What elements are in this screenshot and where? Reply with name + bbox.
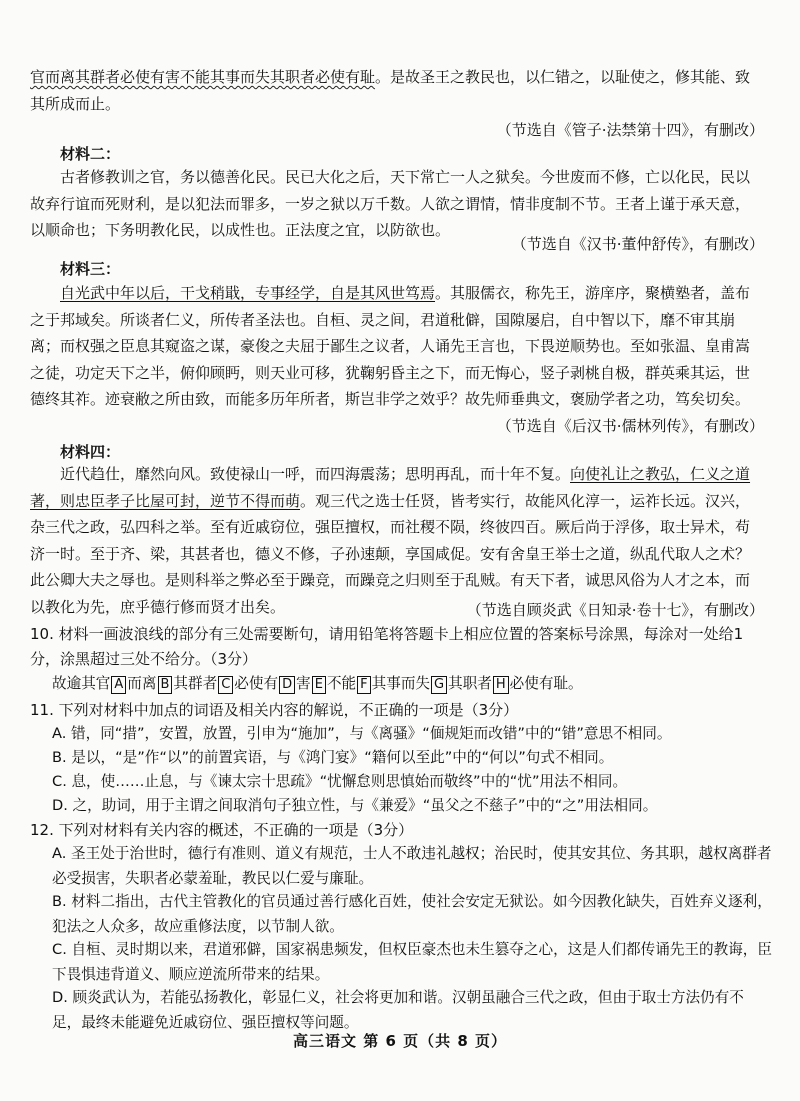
- q10-text: 必使有耻。: [509, 675, 583, 692]
- material4-rest: 。观三代之选士任贤，皆考实行，故能风化淳一，运祚长远。汉兴，杂三代之政，弘四科之举。至有近戚窃位，强臣擅权，而社稷不陨，终彼四百。厥后尚于浮侈，取士异术，苟济一时。至于齐、梁，其甚者也，德义不修，子孙速颠，享国咸促。安有舍皇王举士之道，纵乱代取人之术？此公卿大夫之辱也。是则科举之弊必至于躁竞，而躁竞之归则至于乱贼。有天下者，诚思风俗为人才之本，而以教化为先，庶乎德行修而贤才出矣。: [30, 491, 751, 616]
- q10-text: 其群者: [173, 675, 218, 692]
- material4-heading: 材料四：: [60, 443, 121, 461]
- question-11-option-c[interactable]: C. 息，使……止息，与《谏太宗十思疏》“忧懈怠则思慎始而敬终”中的“忧”用法不相同。: [52, 773, 628, 790]
- q10-mark-B[interactable]: B: [158, 676, 173, 694]
- material2-source: （节选自《汉书·董仲舒传》，有删改）: [511, 235, 764, 253]
- question-12-option-b[interactable]: B. 材料二指出，古代主管教化的官员通过善行感化百姓，使社会安定无狱讼。如今因教化缺失，百姓弃义逐利，犯法之人众多，故应重修法度，以节制人欲。: [52, 893, 772, 935]
- question-12-option-d[interactable]: D. 顾炎武认为，若能弘扬教化，彰显仁义，社会将更加和谐。汉朝虽融合三代之政，但由于取士方法仍有不足，最终未能避免近戚窃位、强臣擅权等问题。: [52, 989, 744, 1031]
- q10-mark-A[interactable]: A: [111, 676, 126, 694]
- page-footer: 高三语文 第 6 页（共 8 页）: [293, 1032, 507, 1050]
- question-12-option-a[interactable]: A. 圣王处于治世时，德行有准则、道义有规范，士人不敢违礼越权；治民时，使其安其位、务其职，越权离群者必受损害，失职者必蒙羞耻，教民以仁爱与廉耻。: [52, 845, 772, 887]
- material1-source: （节选自《管子·法禁第十四》，有删改）: [496, 121, 764, 139]
- q10-mark-C[interactable]: C: [218, 676, 233, 694]
- material2-text: 古者修教训之官，务以德善化民。民已大化之后，天下常亡一人之狱矣。今世废而不修，亡以化民，民以故弃行谊而死财利，是以犯法而罪多，一岁之狱以万千数。人欲之谓情，情非度制不节。王者上谨于承天意，以顺命也；下务明教化民，以成性也。正法度之宜，以防欲也。: [30, 168, 751, 240]
- material4-pre: 近代趋仕，靡然向风。致使禄山一呼，而四海震荡；思明再乱，而十年不复。: [60, 465, 571, 483]
- material2-heading: 材料二：: [60, 145, 121, 163]
- question-12-stem: 12. 下列对材料有关内容的概述，不正确的一项是（3分）: [30, 821, 414, 839]
- material1-rest: 。是故圣王之教民也，以仁错之，以耻使之，修其能、致其所成而止。: [30, 68, 751, 113]
- material3-rest: 。其服儒衣，称先王，游庠序，聚横塾者，盖布之于邦域矣。所谈者仁义，所传者圣法也。自桓、灵之间，君道秕僻，国隙屡启，自中智以下，靡不审其崩离；而权强之臣息其窥盗之谋，豪俊之夫屈于鄙生之议者，人诵先王言也，下畏逆顺势也。至如张温、皇甫嵩之徒，功定天下之半，俯仰顾眄，则天业可移，犹鞠躬昏主之下，而无悔心，竖子剥桃自极，群英乘其运，世德终其祚。迹衰敝之所由致，而能多历年所者，斯岂非学之效乎？故先师垂典文，褒励学者之功，笃矣切矣。: [30, 284, 751, 409]
- material3-heading: 材料三：: [60, 260, 121, 278]
- q10-text: 而离: [127, 675, 157, 692]
- q10-text: 其事而失: [371, 675, 431, 692]
- material4-text: [30, 461, 760, 621]
- q10-text: 害: [296, 675, 311, 692]
- q10-text: 必使有: [234, 675, 279, 692]
- question-10-stem: 10. 材料一画波浪线的部分有三处需要断句，请用铅笔将答题卡上相应位置的答案标号涂黑，每涂对一处给1分，涂黑超过三处不给分。（3分）: [30, 625, 744, 668]
- q10-mark-H[interactable]: H: [493, 676, 509, 694]
- material1-text: [30, 64, 760, 117]
- material3-underlined-sentence: 自光武中年以后，干戈稍戢，专事经学，自是其风世笃焉: [60, 284, 436, 302]
- question-11-option-d[interactable]: D. 之，助词，用于主谓之间取消句子独立性，与《兼爱》“虽父之不慈子”中的“之”用法相同。: [52, 797, 658, 814]
- material3-text: [30, 280, 760, 413]
- question-11-option-b[interactable]: B. 是以，“是”作“以”的前置宾语，与《鸿门宴》“籍何以至此”中的“何以”句式不相同。: [52, 749, 614, 766]
- material3-source: （节选自《后汉书·儒林列传》，有删改）: [496, 417, 764, 435]
- material4-underlined-sentence: 向使礼让之教弘，仁义之道著，则忠臣孝子比屋可封，逆节不得而萌: [30, 465, 751, 510]
- q10-mark-D[interactable]: D: [279, 676, 295, 694]
- wavy-underlined-passage: 官而离其群者必使有害不能其事而失其职者必使有耻: [30, 68, 376, 86]
- material4-source: （节选自顾炎武《日知录·卷十七》，有删改）: [466, 601, 764, 619]
- q10-text: 其职者: [448, 675, 492, 692]
- q10-text: 故逾其官: [52, 675, 111, 692]
- question-11-stem: 11. 下列对材料中加点的词语及相关内容的解说，不正确的一项是（3分）: [30, 701, 519, 719]
- question-10-answer-line: [52, 672, 772, 697]
- question-11-option-a[interactable]: A. 错，同“措”，安置，放置，引申为“施加”，与《离骚》“偭规矩而改错”中的“错”意思不相同。: [52, 725, 672, 742]
- q10-mark-F[interactable]: F: [357, 676, 370, 694]
- question-12-option-c[interactable]: C. 自桓、灵时期以来，君道邪僻，国家祸患频发，但权臣豪杰也未生篡夺之心，这是人们都传诵先王的教诲，臣下畏惧违背道义、顺应逆流所带来的结果。: [52, 941, 772, 983]
- q10-mark-G[interactable]: G: [431, 676, 447, 694]
- q10-text: 不能: [326, 675, 357, 692]
- q10-mark-E[interactable]: E: [312, 676, 326, 694]
